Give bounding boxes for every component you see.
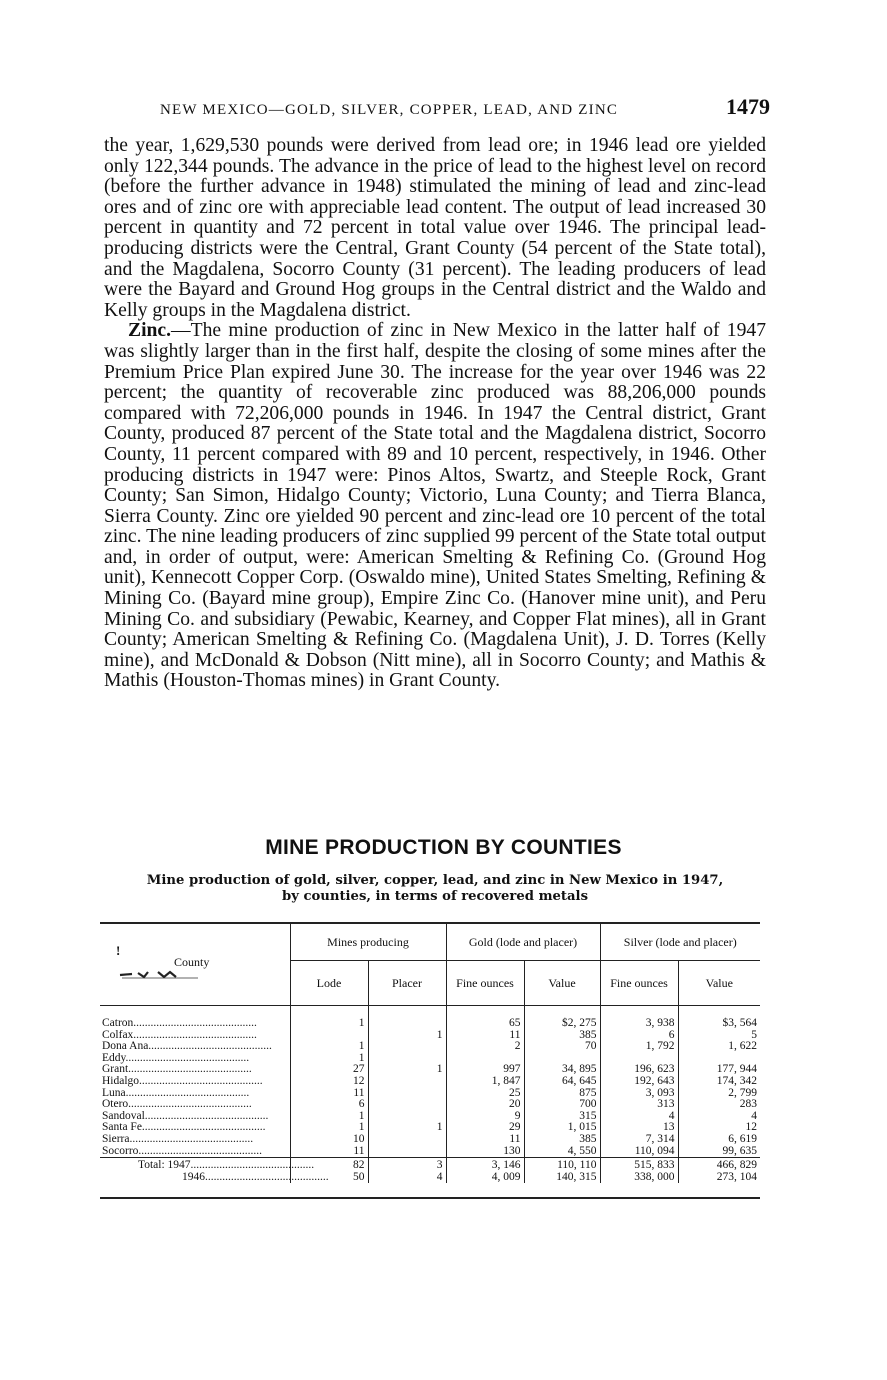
cell-county: Total: 1947........................................... (100, 1158, 290, 1172)
cell-lode: 1 (290, 1122, 368, 1134)
cell-county: Catron........................................... (102, 1017, 257, 1029)
production-table (100, 922, 760, 1183)
total-row (100, 1158, 760, 1172)
section-title: MINE PRODUCTION BY COUNTIES (265, 836, 622, 859)
cell-county: Sierra........................................... (102, 1132, 254, 1145)
cell-silver-value: 283 (678, 1099, 760, 1111)
lode-header: Lode (290, 961, 368, 1006)
cell-gold-value: 140, 315 (524, 1172, 600, 1184)
cell-placer (368, 1053, 446, 1065)
total-row (100, 1172, 760, 1184)
cell-gold-oz: 20 (446, 1099, 524, 1111)
cell-silver-value: 273, 104 (678, 1172, 760, 1184)
placer-header: Placer (368, 961, 446, 1006)
cell-placer (368, 1088, 446, 1100)
cell-silver-value: 177, 944 (678, 1064, 760, 1076)
page-number: 1479 (726, 94, 770, 119)
cell-gold-oz: 2 (446, 1041, 524, 1053)
cell-gold-value: 385 (524, 1134, 600, 1146)
cell-silver-value: 2, 799 (678, 1088, 760, 1100)
cell-silver-oz: 110, 094 (600, 1146, 678, 1158)
silver-value-header: Value (678, 961, 760, 1006)
zinc-paragraph-text: —The mine production of zinc in New Mexico in the latter half of 1947 was slightly larger than in the first half, despite the closing of some mines after the Premium Price Plan expired June 30. The increase for the year over 1946 was 22 percent; the quantity of recoverable zinc produced was 88,206,000 pounds compared with 72,206,000 pounds in 1946. In 1947 the Central district, Grant County, produced 87 percent of the State total and the Magdalena district, Socorro County, 11 percent compared with 89 and 10 percent, respectively, in 1946. Other producing districts in 1947 were: Pinos Altos, Swartz, and Steeple Rock, Grant County; San Simon, Hidalgo County; Victorio, Luna County; and Tierra Blanca, Sierra County. Zinc ore yielded 90 percent and zinc-lead ore 10 percent of the total zinc. The nine leading producers of zinc supplied 99 percent of the State total output and, in order of output, were: American Smelting & Refining Co. (Ground Hog unit), Kennecott Copper Corp. (Oswaldo mine), United States Smelting, Refining & Mining Co. (Bayard mine group), Empire Zinc Co. (Hanover mine unit), and Peru Mining Co. and subsidiary (Pewabic, Kearney, and Copper Flat mines), all in Grant County; American Smelting & Refining Co. (Magdalena Unit), J. D. Torres (Kelly mine), and McDonald & Dobson (Nitt mine), all in Socorro County; and Mathis & Mathis (Houston-Thomas mines) in Grant County. (104, 320, 766, 692)
cell-gold-oz: 997 (446, 1064, 524, 1076)
table-caption-line-1: Mine production of gold, silver, copper, lead, and zinc in New Mexico in 1947, (146, 873, 724, 888)
silver-header: Silver (lode and placer) (600, 923, 760, 961)
cell-gold-oz: 4, 009 (446, 1172, 524, 1184)
cell-silver-value: 466, 829 (678, 1158, 760, 1172)
cell-silver-oz: 4 (600, 1111, 678, 1123)
running-header (160, 94, 770, 120)
table-row (100, 1134, 760, 1146)
cell-silver-oz: 192, 643 (600, 1076, 678, 1088)
cell-silver-oz: 3, 093 (600, 1088, 678, 1100)
cell-silver-oz: 6 (600, 1030, 678, 1042)
cell-gold-value: 70 (524, 1041, 600, 1053)
stub-header: County (174, 954, 210, 969)
cell-county: Eddy........................................... (102, 1051, 250, 1064)
cell-county: Socorro........................................... (102, 1144, 263, 1157)
table-row (100, 1146, 760, 1158)
cell-silver-value: 174, 342 (678, 1076, 760, 1088)
cell-lode: 12 (290, 1076, 368, 1088)
cell-placer: 4 (368, 1172, 446, 1184)
cell-placer (368, 1134, 446, 1146)
table-row (100, 1018, 760, 1030)
cell-gold-oz: 1, 847 (446, 1076, 524, 1088)
cell-gold-value: 315 (524, 1111, 600, 1123)
cell-placer (368, 1041, 446, 1053)
cell-lode (290, 1030, 368, 1042)
cell-silver-oz: 3, 938 (600, 1018, 678, 1030)
table-row (100, 1099, 760, 1111)
cell-silver-oz: 338, 000 (600, 1172, 678, 1184)
cell-gold-value: 700 (524, 1099, 600, 1111)
cell-silver-oz: 13 (600, 1122, 678, 1134)
gold-header: Gold (lode and placer) (446, 923, 600, 961)
cell-county: Otero........................................... (102, 1098, 252, 1111)
cell-gold-oz: 25 (446, 1088, 524, 1100)
table-head (100, 923, 760, 1006)
body-text (104, 136, 766, 692)
cell-county: Colfax........................................... (102, 1028, 257, 1041)
cell-silver-value: 99, 635 (678, 1146, 760, 1158)
table-caption-line-2: by counties, in terms of recovered metals (281, 889, 588, 904)
cell-placer (368, 1018, 446, 1030)
cell-gold-oz: 65 (446, 1018, 524, 1030)
zinc-run-in-heading: Zinc. (128, 320, 172, 342)
cell-lode: 11 (290, 1088, 368, 1100)
cell-placer: 1 (368, 1064, 446, 1076)
cell-gold-value: $2, 275 (524, 1018, 600, 1030)
cell-lode: 50 (290, 1172, 368, 1184)
cell-county: Luna........................................... (102, 1086, 250, 1099)
cell-lode: 27 (290, 1064, 368, 1076)
cell-silver-oz: 313 (600, 1099, 678, 1111)
cell-gold-oz: 9 (446, 1111, 524, 1123)
table-caption (100, 873, 770, 905)
mines-producing-header: Mines producing (290, 923, 446, 961)
cell-silver-value: 12 (678, 1122, 760, 1134)
silver-ounces-header: Fine ounces (600, 961, 678, 1006)
cell-lode: 1 (290, 1111, 368, 1123)
cell-silver-oz: 1, 792 (600, 1041, 678, 1053)
cell-lode: 1 (290, 1053, 368, 1065)
cell-lode: 6 (290, 1099, 368, 1111)
cell-gold-value: 385 (524, 1030, 600, 1042)
cell-county: Grant........................................... (102, 1063, 252, 1076)
cell-silver-oz: 196, 623 (600, 1064, 678, 1076)
cell-gold-oz: 130 (446, 1146, 524, 1158)
cell-county: Hidalgo........................................... (102, 1074, 263, 1087)
cell-silver-value: 1, 622 (678, 1041, 760, 1053)
cell-silver-value: 5 (678, 1030, 760, 1042)
lead-paragraph: the year, 1,629,530 pounds were derived from lead ore; in 1946 lead ore yielded only 122,344 pounds. The advance in the price of lead to the highest level on record (before the further advance in 1948) stimulated the mining of lead and zinc-lead ores and of zinc ore with appreciable lead content. The output of lead increased 30 percent in quantity and 72 percent in total value over 1946. The principal lead-producing districts were the Central, Grant County (54 percent of the State total), and the Magdalena, Socorro County (31 percent). The leading producers of lead were the Bayard and Ground Hog groups in the Central district and the Waldo and Kelly groups in the Magdalena district. (104, 135, 766, 321)
cell-silver-value: 6, 619 (678, 1134, 760, 1146)
cell-placer: 3 (368, 1158, 446, 1172)
cell-lode: 1 (290, 1018, 368, 1030)
cell-placer (368, 1076, 446, 1088)
stub-header-cell (100, 923, 290, 1006)
cell-county: Dona Ana........................................... (102, 1040, 272, 1053)
cell-gold-oz: 11 (446, 1134, 524, 1146)
cell-gold-oz: 3, 146 (446, 1158, 524, 1172)
table-row (100, 1076, 760, 1088)
cell-lode: 82 (290, 1158, 368, 1172)
cell-gold-value: 64, 645 (524, 1076, 600, 1088)
cell-gold-value: 875 (524, 1088, 600, 1100)
gold-ounces-header: Fine ounces (446, 961, 524, 1006)
cell-placer: 1 (368, 1030, 446, 1042)
table-bottom-rule (100, 1197, 760, 1199)
cell-county: Sandoval........................................... (102, 1109, 269, 1122)
cell-silver-value: 4 (678, 1111, 760, 1123)
cell-lode: 11 (290, 1146, 368, 1158)
cell-placer (368, 1111, 446, 1123)
zinc-paragraph (104, 321, 766, 692)
total-rows (100, 1158, 760, 1184)
scribble-icon (118, 969, 200, 979)
cell-lode: 1 (290, 1041, 368, 1053)
cell-placer: 1 (368, 1122, 446, 1134)
running-title: NEW MEXICO—GOLD, SILVER, COPPER, LEAD, AND ZINC (160, 102, 619, 118)
cell-gold-value: 110, 110 (524, 1158, 600, 1172)
production-table-container (100, 922, 760, 1199)
cell-lode: 10 (290, 1134, 368, 1146)
cell-gold-value: 34, 895 (524, 1064, 600, 1076)
stray-mark-icon: ! (116, 942, 121, 958)
cell-gold-oz: 11 (446, 1030, 524, 1042)
cell-silver-value: $3, 564 (678, 1018, 760, 1030)
county-rows (100, 1006, 760, 1158)
cell-county: 1946........................................... (182, 1170, 329, 1183)
cell-placer (368, 1099, 446, 1111)
cell-gold-value: 4, 550 (524, 1146, 600, 1158)
cell-gold-value: 1, 015 (524, 1122, 600, 1134)
gold-value-header: Value (524, 961, 600, 1006)
cell-county: Santa Fe........................................... (102, 1121, 266, 1134)
cell-silver-oz: 515, 833 (600, 1158, 678, 1172)
cell-gold-oz: 29 (446, 1122, 524, 1134)
cell-silver-oz: 7, 314 (600, 1134, 678, 1146)
cell-placer (368, 1146, 446, 1158)
